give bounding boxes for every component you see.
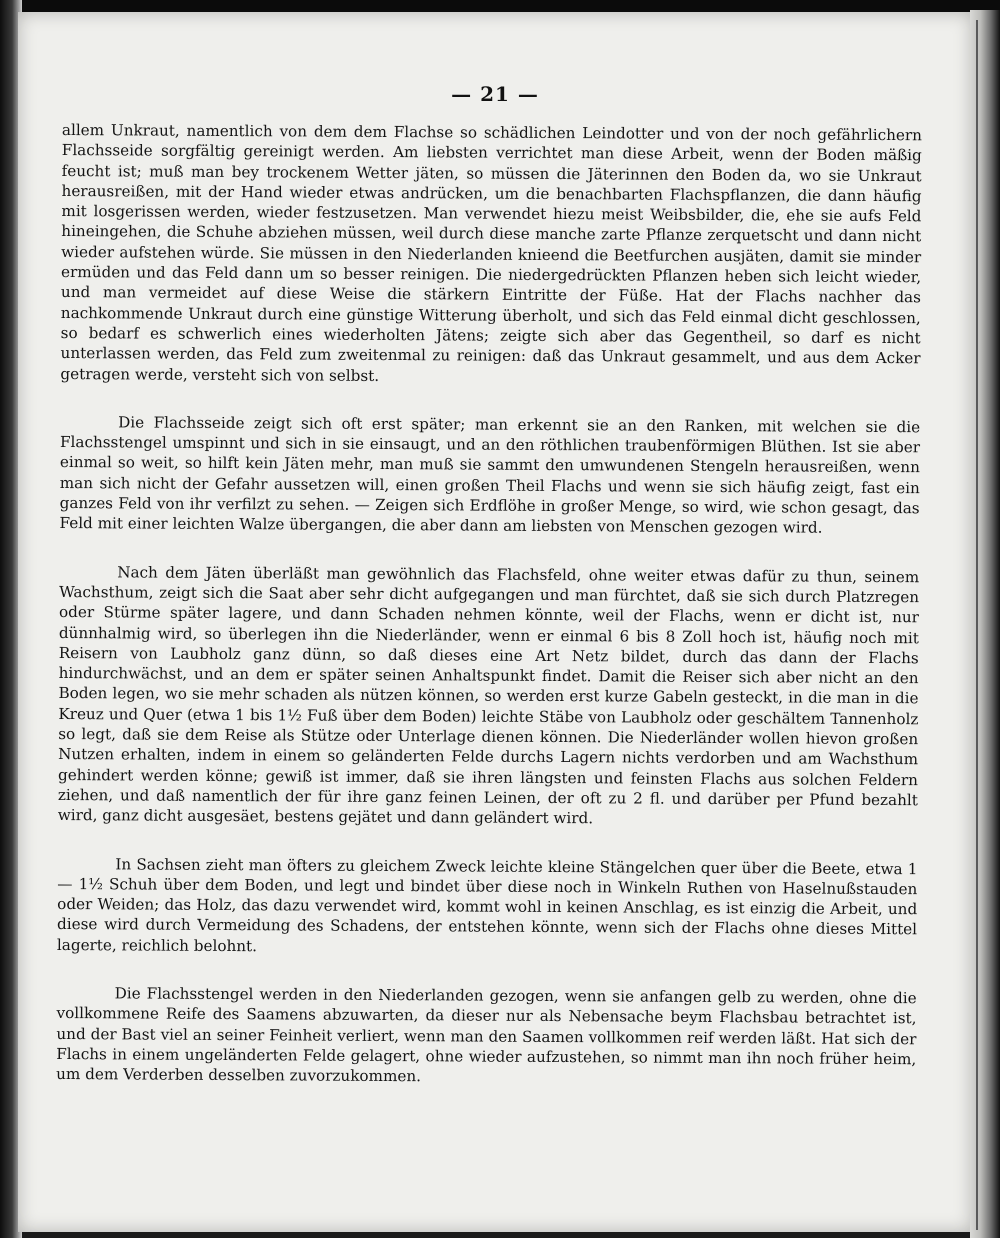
book-page — [18, 12, 972, 1232]
paragraph-netting-support: Nach dem Jäten überläßt man gewöhnlich das Flachsfeld, ohne weiter etwas dafür zu thun, seinem Wachsthum, zeigt sich die Saat aber sehr dicht aufgegangen und man fürchtet, daß sie sich durch Platzregen oder Stürme später lagere, und dann Schaden nehmen könnte, weil der Flachs, wenn er dicht ist, nur dünnhalmig wird, so überlegen ihn die Niederländer, wenn er einmal 6 bis 8 Zoll hoch ist, häufig noch mit Reisern von Laubholz ganz dünn, so daß dieses eine Art Netz bildet, durch das dann der Flachs hindurchwächst, und an dem er später seinen Anhaltspunkt findet. Damit die Reiser sich aber nicht an den Boden legen, wo sie mehr schaden als nützen können, so werden erst kurze Gabeln gesteckt, in die man in die Kreuz und Quer (etwa 1 bis 1½ Fuß über dem Boden) leichte Stäbe von Laubholz oder geschältem Tannenholz so legt, daß sie dem Reise als Stütze oder Unterlage dienen können. Die Niederländer wollen hievon großen Nutzen erhalten, indem in einem so geländerten Felde durchs Lagern nichts verdorben und am Wachsthum gehindert werden könne; gewiß ist immer, daß sie ihren längsten und feinsten Flachs aus solchen Feldern ziehen, und daß namentlich der für ihre ganz feinen Leinen, der oft zu 2 fl. und darüber per Pfund bezahlt wird, ganz dicht ausgesäet, bestens gejätet und dann geländert wird. — [57, 562, 920, 828]
page-number: — 21 — — [451, 82, 539, 106]
paragraph-saxony-method: In Sachsen zieht man öfters zu gleichem Zweck leichte kleine Stängelchen quer über die Beete, etwa 1 — 1½ Schuh über dem Boden, und legt und bindet über diese noch in Winkeln Ruthen von Haselnußstauden oder Weiden; das Holz, das dazu verwendet wird, kommt wohl in keinen Anschlag, es ist einzig die Arbeit, und diese wird durch Vermeidung des Schadens, der entstehen könnte, wenn sich der Flachs ohne dieses Mittel lagerte, reichlich belohnt. — [56, 854, 918, 955]
paragraph-harvesting: Die Flachsstengel werden in den Niederlanden gezogen, wenn sie anfangen gelb zu werden, ohne die vollkommene Reife des Saamens abzuwarten, da dieser nur als Nebensache beym Flachsbau betrachtet ist, und der Bast viel an seiner Feinheit verliert, wenn man den Saamen vollkommen reif werden läßt. Hat sich der Flachs in einem ungeländerten Felde gelagert, ohne wieder aufzustehen, so nimmt man ihn noch früher heim, um dem Verderben desselben zuvorzukommen. — [56, 984, 917, 1086]
paragraph-weeding: allem Unkraut, namentlich von dem dem Flachse so schädlichen Leindotter und von der noch gefährlichern Flachsseide sorgfältig gereinigt werden. Am liebsten verrichtet man diese Arbeit, wenn der Boden mäßig feucht ist; muß man bey trockenem Wetter jäten, so müssen die Jäterinnen den Boden da, wo sie Unkraut herausreißen, mit der Hand wieder etwas andrücken, um die benachbarten Flachspflanzen, die dann häufig mit losgerissen werden, wieder festzusetzen. Man verwendet hiezu meist Weibsbilder, die, ehe sie aufs Feld hineingehen, die Schuhe abziehen müssen, weil durch diese manche zarte Pflanze zerquetscht und dann nicht wieder aufstehen würde. Sie müssen in den Niederlanden knieend die Beetfurchen ausjäten, damit sie minder ermüden und das Feld dann um so besser reinigen. Die niedergedrückten Pflanzen heben sich leicht wieder, und man vermeidet auf diese Weise die stärkern Eintritte der Füße. Hat der Flachs nachher das nachkommende Unkraut durch eine günstige Witterung überholt, und sich das Feld einmal dicht geschlossen, so bedarf es schwerlich eines wiederholten Jätens; zeigte sich aber das Gegentheil, so darf es nicht unterlassen werden, das Feld zum zweitenmal zu reinigen: daß das Unkraut gesammelt, und aus dem Acker getragen werde, versteht sich von selbst. — [60, 120, 922, 385]
book-spine-shadow — [970, 10, 1000, 1238]
page-gutter-line — [976, 20, 978, 1230]
paragraph-flax-dodder: Die Flachsseide zeigt sich oft erst später; man erkennt sie an den Ranken, mit welchen sie die Flachsstengel umspinnt und sich in sie einsaugt, und an den röthlichen traubenförmigen Blüthen. Ist sie aber einmal so weit, so hilft kein Jäten mehr, man muß sie sammt den umwundenen Stengeln herausreißen, wenn man sich nicht der Gefahr aussetzen will, einen großen Theil Flachs und wenn sie sich häufig zeigt, fast ein ganzes Feld von ihr verfilzt zu sehen. — Zeigen sich Erdflöhe in großer Menge, so wird, wie schon gesagt, das Feld mit einer leichten Walze übergangen, die aber dann am liebsten von Menschen gezogen wird. — [59, 413, 921, 537]
page-body — [56, 120, 922, 1090]
